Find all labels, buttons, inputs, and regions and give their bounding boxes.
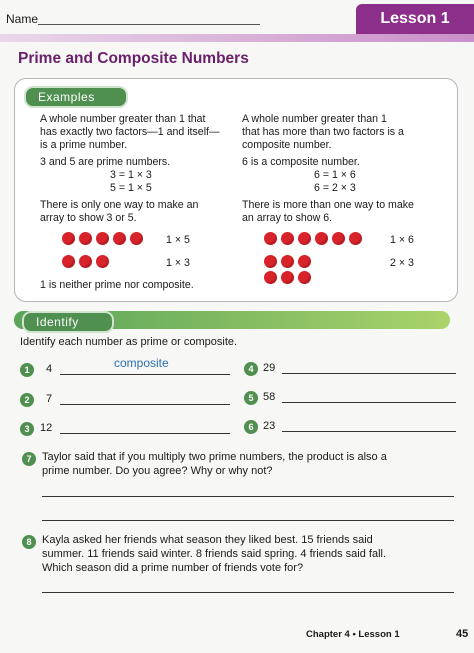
answer-line[interactable] [282,431,456,432]
prime-definition-line: has exactly two factors—1 and itself— [40,126,220,138]
counter-dot [281,255,294,268]
footnote: 1 is neither prime nor composite. [40,279,194,291]
counter-dot [298,255,311,268]
counter-dot [298,271,311,284]
examples-tag: Examples [24,86,128,108]
counter-dot [264,232,277,245]
name-label: Name [6,12,39,26]
page-number: 45 [456,628,469,640]
composite-equation: 6 = 2 × 3 [314,182,356,194]
prime-array-note-line: array to show 3 or 5. [40,212,137,224]
lesson-tab: Lesson 1 [356,4,474,34]
composite-definition-line: that has more than two factors is a [242,126,404,138]
answer-line[interactable] [60,404,230,405]
answer-line[interactable] [60,433,230,434]
counter-dot [62,255,75,268]
question-text-line: prime number. Do you agree? Why or why not? [42,465,273,477]
array-label: 1 × 6 [390,234,414,246]
answer-line[interactable] [60,374,230,375]
question-number: 2 [20,393,34,407]
counter-dot [281,232,294,245]
composite-array-note-line: There is more than one way to make [242,199,414,211]
name-field-line [38,24,260,25]
counter-dot [62,232,75,245]
question-number: 3 [20,422,34,436]
prime-definition-line: is a prime number. [40,139,128,151]
array-label: 1 × 3 [166,257,190,269]
answer-line[interactable] [42,496,454,497]
handwritten-answer: composite [114,356,169,370]
counter-dot [349,232,362,245]
counter-dot [113,232,126,245]
answer-line[interactable] [282,402,456,403]
question-number: 4 [244,362,258,376]
answer-line[interactable] [42,520,454,521]
question-value: 23 [263,420,276,432]
chapter-footer: Chapter 4 • Lesson 1 [306,629,400,640]
composite-definition [242,113,404,152]
prime-array-note-line: There is only one way to make an [40,199,199,211]
prime-array-note [40,199,198,225]
array-label: 2 × 3 [390,257,414,269]
question-number: 5 [244,391,258,405]
question-text-line: summer. 11 friends said winter. 8 friends said spring. 4 friends said fall. [42,548,387,560]
counter-dot [96,255,109,268]
question-value: 4 [46,363,53,375]
array-label: 1 × 5 [166,234,190,246]
title-band [0,34,474,42]
question-number: 8 [22,535,36,549]
counter-dot [281,271,294,284]
composite-array-note [242,199,414,225]
page-title: Prime and Composite Numbers [18,50,249,67]
composite-definition-line: A whole number greater than 1 [242,113,387,125]
answer-line[interactable] [42,592,454,593]
prime-statement: 3 and 5 are prime numbers. [40,156,171,168]
counter-dot [298,232,311,245]
counter-dot [79,232,92,245]
prime-equation: 3 = 1 × 3 [110,169,152,181]
composite-definition-line: composite number. [242,139,332,151]
question-number: 7 [22,452,36,466]
question-text [42,450,432,478]
counter-dot [130,232,143,245]
prime-definition-line: A whole number greater than 1 that [40,113,206,125]
question-number: 1 [20,363,34,377]
question-text [42,533,432,575]
counter-dot [96,232,109,245]
counter-dot [315,232,328,245]
question-value: 12 [40,422,53,434]
counter-dot [264,255,277,268]
composite-statement: 6 is a composite number. [242,156,360,168]
question-number: 6 [244,420,258,434]
answer-line[interactable] [282,373,456,374]
question-value: 7 [46,393,53,405]
composite-equation: 6 = 1 × 6 [314,169,356,181]
counter-dot [79,255,92,268]
prime-definition [40,113,220,152]
question-value: 58 [263,391,276,403]
question-text-line: Which season did a prime number of friends vote for? [42,562,304,574]
counter-dot [332,232,345,245]
question-text-line: Kayla asked her friends what season they liked best. 15 friends said [42,534,373,546]
question-value: 29 [263,362,276,374]
question-text-line: Taylor said that if you multiply two prime numbers, the product is also a [42,451,387,463]
composite-array-note-line: an array to show 6. [242,212,333,224]
counter-dot [264,271,277,284]
identify-tag: Identify [22,311,114,333]
prime-equation: 5 = 1 × 5 [110,182,152,194]
identify-instructions: Identify each number as prime or composite. [20,336,238,348]
